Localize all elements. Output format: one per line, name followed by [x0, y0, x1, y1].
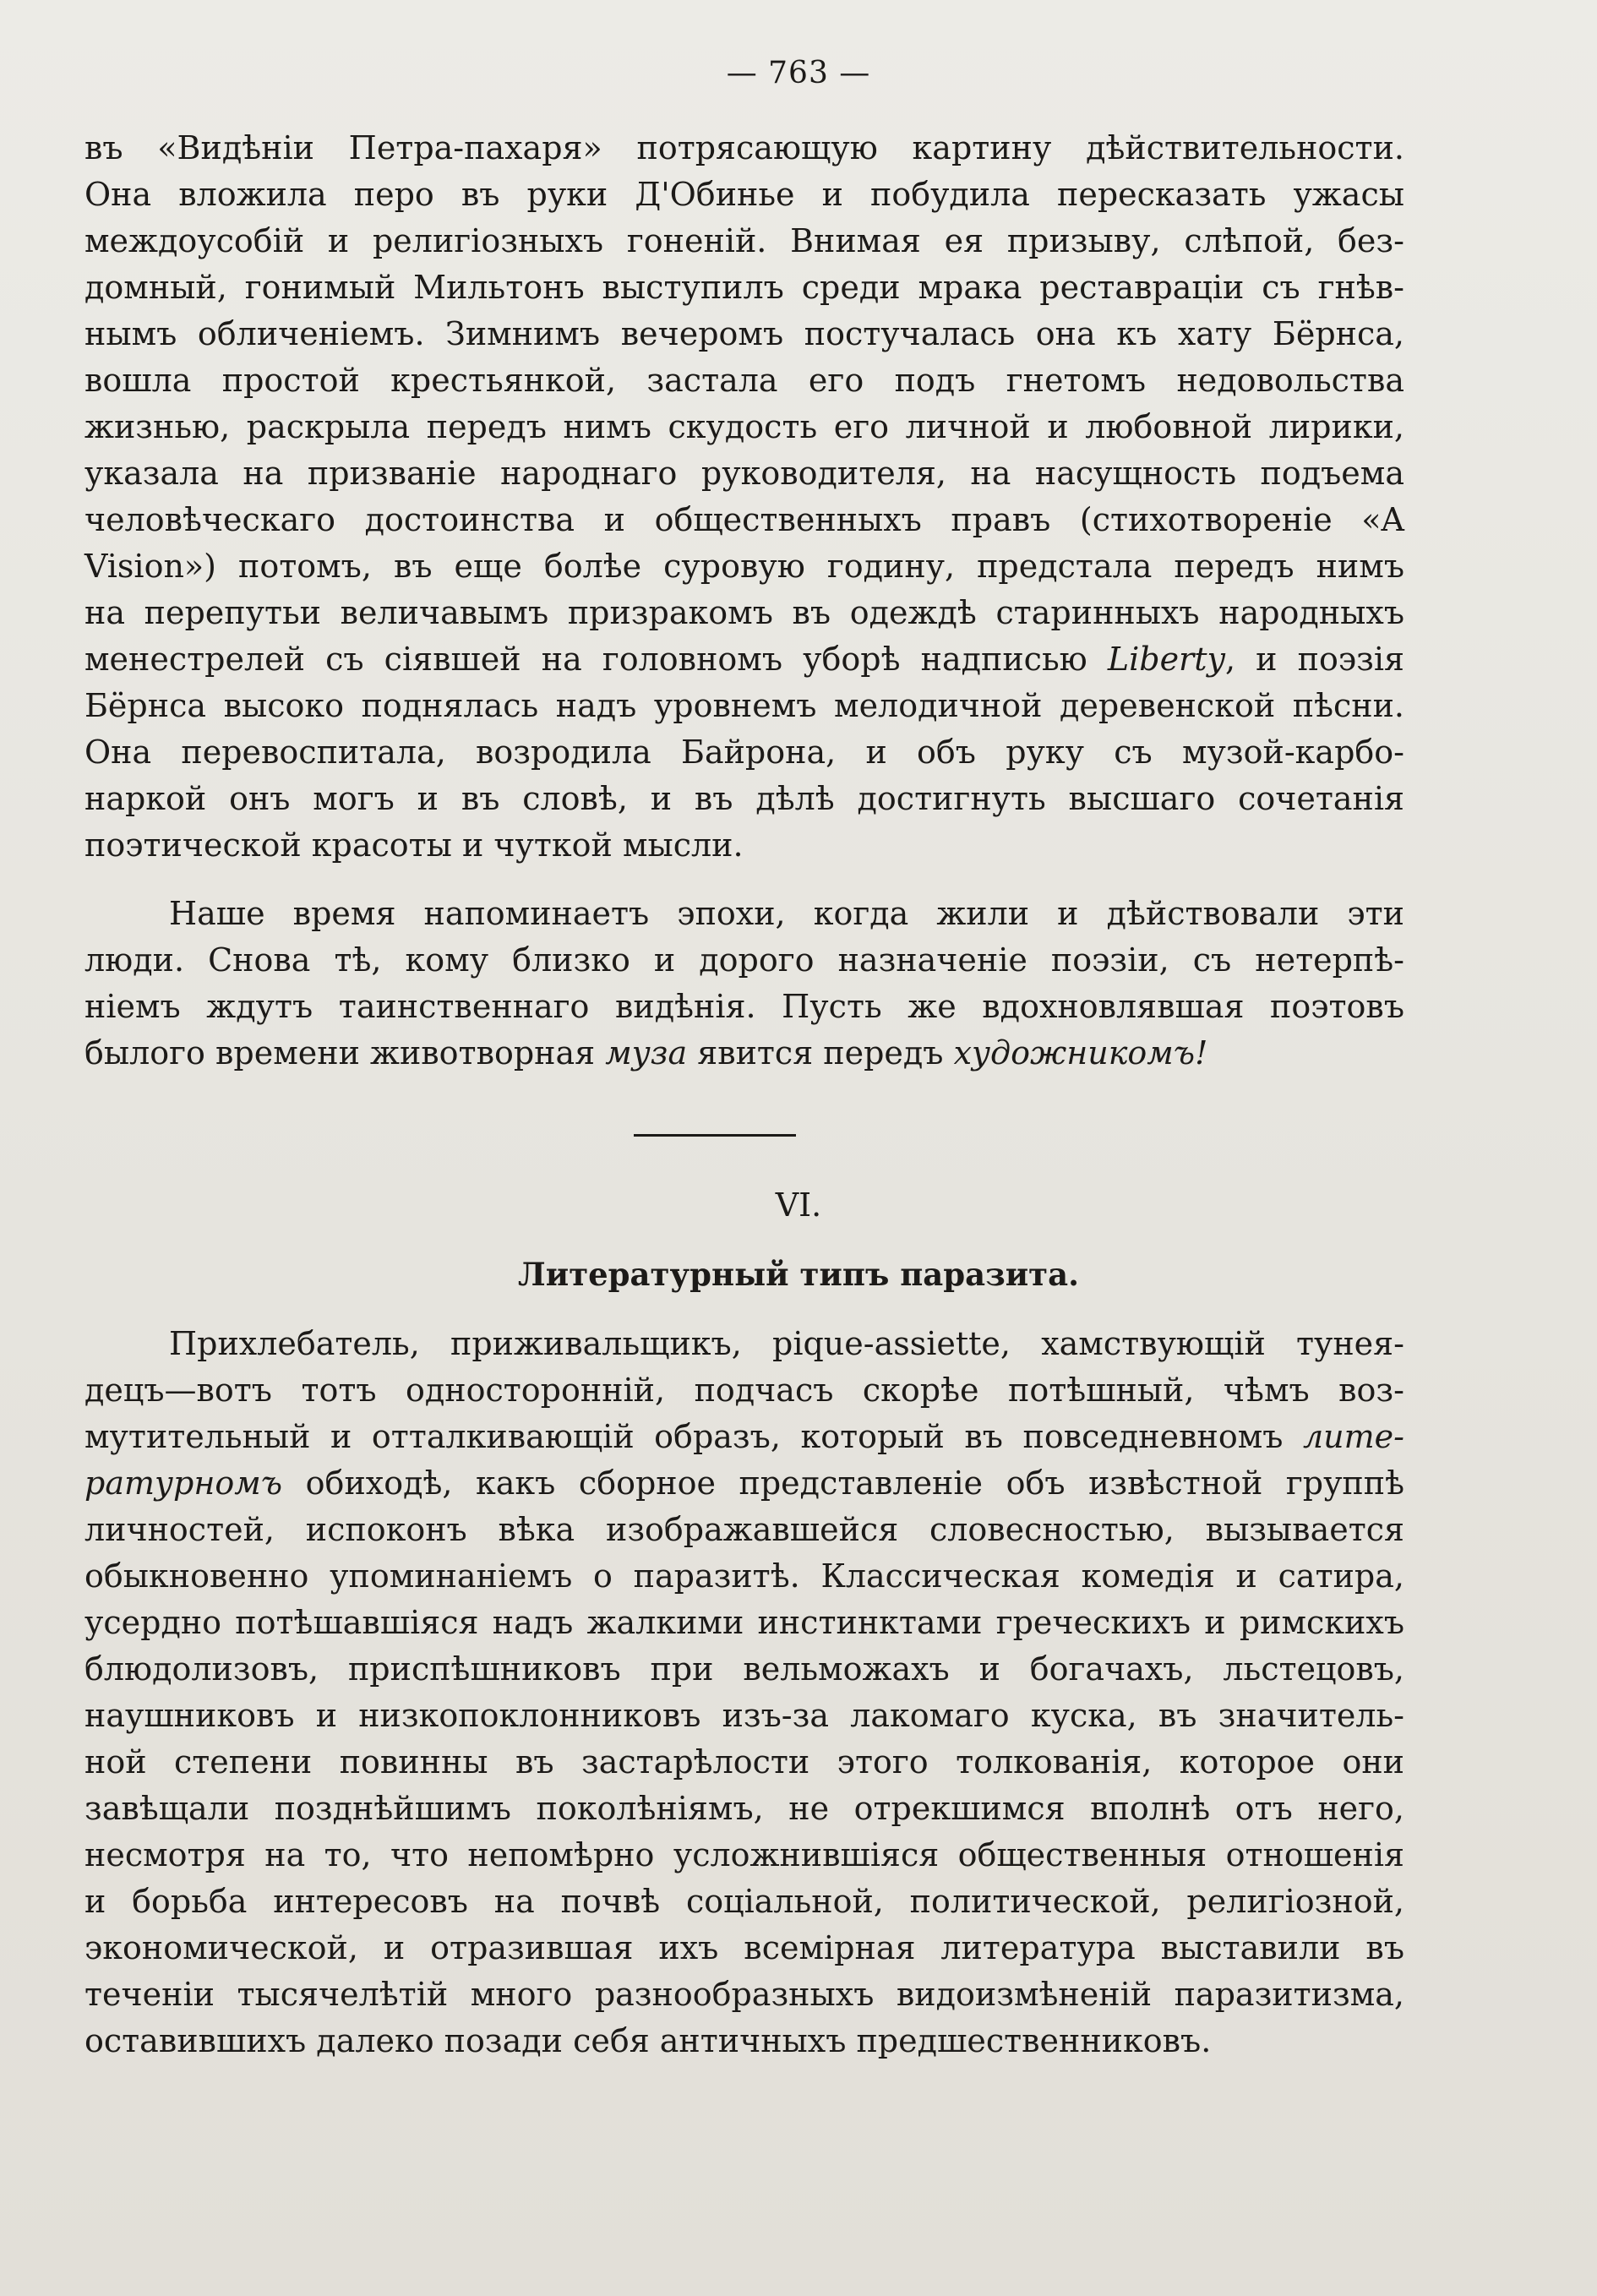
text-line: децъ—вотъ тотъ односторонній, подчасъ скорѣе потѣшный, чѣмъ воз-	[84, 1372, 1404, 1409]
text-line: ной степени повинны въ застарѣлости этого толкованія, которое они	[84, 1743, 1404, 1781]
italic-word-lite: лите-	[1302, 1418, 1404, 1455]
text-line: домный, гонимый Мильтонъ выступилъ среди мрака реставраціи съ гнѣв-	[84, 269, 1404, 306]
text-line: междоусобій и религіозныхъ гоненій. Внимая ея призыву, слѣпой, без-	[84, 222, 1404, 259]
text-line: Прихлебатель, приживальщикъ, pique-assiette, хамствующій тунея-	[169, 1325, 1404, 1362]
text-line: жизнью, раскрыла передъ нимъ скудость его личной и любовной лирики,	[84, 408, 1404, 445]
text-line: на перепутьи величавымъ призракомъ въ одеждѣ старинныхъ народныхъ	[84, 594, 1404, 631]
italic-word-liberty: Liberty	[1107, 641, 1225, 678]
text-line: обыкновенно упоминаніемъ о паразитѣ. Классическая комедія и сатира,	[84, 1557, 1404, 1595]
text-line: Наше время напоминаетъ эпохи, когда жили и дѣйствовали эти	[169, 895, 1404, 932]
text-run: , и поэзія	[1224, 641, 1404, 678]
text-run: обиходѣ, какъ сборное представленіе объ извѣстной группѣ	[282, 1464, 1404, 1502]
text-run: былого времени животворная	[84, 1034, 606, 1072]
text-line: Она перевоспитала, возродила Байрона, и объ руку съ музой-карбо-	[84, 734, 1404, 771]
italic-word-khudozhnik: художникомъ!	[953, 1034, 1208, 1072]
text-run: менестрелей съ сіявшей на головномъ уборѣ надписью	[84, 641, 1108, 678]
text-run: мутительный и отталкивающій образъ, который въ повседневномъ	[84, 1418, 1303, 1455]
text-line: и борьба интересовъ на почвѣ соціальной, политической, религіозной,	[84, 1883, 1404, 1920]
italic-word-muza: муза	[605, 1034, 688, 1072]
italic-word-raturnom: ратурномъ	[84, 1464, 283, 1502]
text-line	[84, 1460, 1404, 1507]
text-line: Она вложила перо въ руки Д'Обинье и побудила пересказать ужасы	[84, 176, 1404, 213]
text-line: наушниковъ и низкопоклонниковъ изъ-за лакомаго куска, въ значитель-	[84, 1697, 1404, 1734]
text-line: вошла простой крестьянкой, застала его подъ гнетомъ недовольства	[84, 362, 1404, 399]
text-line: экономической, и отразившая ихъ всемірная литература выставили въ	[84, 1929, 1404, 1966]
paragraph-parasite-type	[84, 1321, 1404, 2064]
text-line: Vision») потомъ, въ еще болѣе суровую годину, предстала передъ нимъ	[84, 548, 1404, 585]
text-line: въ «Видѣніи Петра-пахаря» потрясающую картину дѣйствительности.	[84, 129, 1404, 166]
section-title: Литературный типъ паразита.	[518, 1256, 1079, 1293]
text-line: человѣческаго достоинства и общественныхъ правъ (стихотвореніе «A	[84, 501, 1404, 538]
section-divider	[634, 1134, 796, 1137]
text-line: блюдолизовъ, приспѣшниковъ при вельможахъ и богачахъ, льстецовъ,	[84, 1650, 1404, 1688]
text-line	[84, 1414, 1404, 1460]
text-line: усердно потѣшавшіяся надъ жалкими инстинктами греческихъ и римскихъ	[84, 1604, 1404, 1641]
text-line: люди. Снова тѣ, кому близко и дорого назначеніе поэзіи, съ нетерпѣ-	[84, 941, 1404, 979]
page-number: — 763 —	[726, 56, 871, 90]
paragraph-our-time	[84, 891, 1404, 1077]
text-line: теченіи тысячелѣтій много разнообразныхъ видоизмѣненій паразитизма,	[84, 1976, 1404, 2013]
text-line: наркой онъ могъ и въ словѣ, и въ дѣлѣ достигнуть высшаго сочетанія	[84, 780, 1404, 817]
text-line: указала на призваніе народнаго руководителя, на насущность подъема	[84, 455, 1404, 492]
text-line: несмотря на то, что непомѣрно усложнившіяся общественныя отношенія	[84, 1836, 1404, 1873]
text-line: личностей, испоконъ вѣка изображавшейся словесностью, вызывается	[84, 1511, 1404, 1548]
text-line: нымъ обличеніемъ. Зимнимъ вечеромъ постучалась она къ хату Бёрнса,	[84, 315, 1404, 352]
section-number: VI.	[775, 1186, 822, 1224]
paragraph-muse-history	[84, 125, 1404, 869]
text-line: Бёрнса высоко поднялась надъ уровнемъ мелодичной деревенской пѣсни.	[84, 687, 1404, 724]
text-run: явится передъ	[687, 1034, 954, 1072]
text-line: оставившихъ далеко позади себя античныхъ предшественниковъ.	[84, 2022, 1212, 2059]
text-line	[84, 636, 1404, 683]
text-line	[84, 1030, 1404, 1077]
text-line: завѣщали позднѣйшимъ поколѣніямъ, не отрекшимся вполнѣ отъ него,	[84, 1790, 1404, 1827]
text-line: поэтической красоты и чуткой мысли.	[84, 826, 744, 864]
text-line: ніемъ ждутъ таинственнаго видѣнія. Пусть же вдохновлявшая поэтовъ	[84, 988, 1404, 1025]
